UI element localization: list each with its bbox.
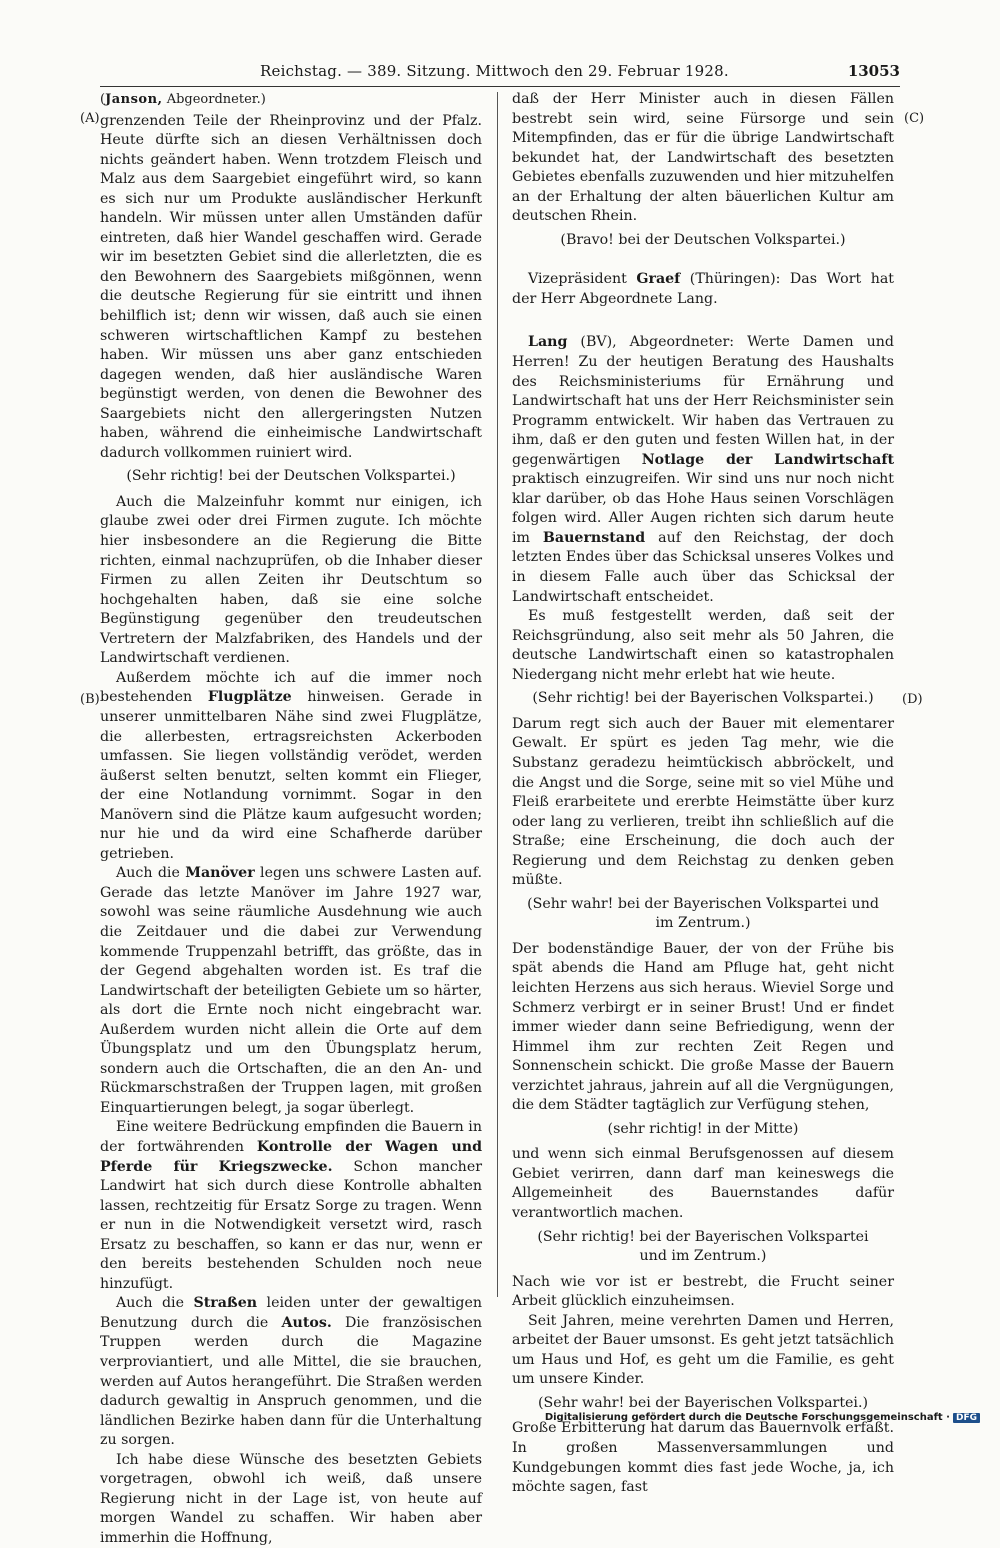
paragraph: daß der Herr Minister auch in diesen Fällen bestrebt sein wird, seine Fürsorge und sein Mitempfinden, das er für die übrige Landwirtschaft bekundet hat, der Landwirtschaft des besetzten Gebietes ebenfalls zuzuwenden und hier mitzuhelfen an der Erhaltung der alten bäuerlichen Kultur am deutschen Rhein. (512, 91, 894, 225)
dfg-logo-icon: DFG (953, 1413, 980, 1423)
margin-marker-c: (C) (904, 111, 925, 126)
paragraph: und wenn sich einmal Berufsgenossen auf diesem Gebiet verirren, dann darf man keineswegs die Allgemeinheit des Bauernstandes dafür verantwortlich machen. (512, 1146, 894, 1221)
header-title: Reichstag. — 389. Sitzung. Mittwoch den 29. Februar 1928. (260, 62, 729, 80)
interjection: (Sehr wahr! bei der Bayerischen Volkspartei.) (537, 1394, 869, 1411)
interjection: (Sehr richtig! bei der Bayerischen Volkspartei.) (532, 690, 874, 707)
speaker-lang-paragraph: Lang (BV), Abgeordneter: Werte Damen und Herren! Zu der heutigen Beratung des Haushalts des Reichsministeriums für Ernährung und Landwirtschaft hat uns der Herr Reichsminister sein Programm entwickelt. Wir haben das Vertrauen zu ihm, daß er den guten und festen Willen hat, in der gegenwärtigen Notlage der Landwirtschaft praktisch einzugreifen. Wir sind uns nur noch nicht klar darüber, ob das Hohe Haus seinen Vorschlägen folgen wird. Aller Augen richten sich darum heute im Bauernstand auf den Reichstag, der doch letzten Endes über das Schicksal unseres Volkes und in diesem Falle auch über das Schicksal der Landwirtschaft entscheidet. (512, 334, 895, 605)
paragraph: Auch die Straßen leiden unter der gewaltigen Benutzung durch die Autos. Die französischen Truppen werden durch die Magazine verproviantiert, und alle Mittel, die sie brauchen, werden auf Autos herangeführt. Die Straßen werden dadurch gewaltig in Anspruch genommen, und die ländlichen Bezirke haben dann für die Unterhaltung zu sorgen. (100, 1295, 482, 1449)
interjection: (Bravo! bei der Deutschen Volkspartei.) (560, 231, 846, 248)
margin-marker-d: (D) (902, 692, 923, 707)
interjection: (sehr richtig! in der Mitte) (607, 1120, 799, 1137)
interjection: (Sehr richtig! bei der Deutschen Volkspartei.) (126, 468, 456, 485)
paragraph: grenzenden Teile der Rheinprovinz und der Pfalz. Heute dürfte sich an diesen Verhältnissen doch nichts geändert haben. Wenn trotzdem Fleisch und Malz aus dem Saargebiet eingeführt wird, so kann es sich nur um Produkte ausländischer Herkunft handeln. Wir müssen unter allen Umständen dafür eintreten, daß hier Wandel geschaffen wird. Gerade wir im besetzten Gebiet sind die allerletzten, die es den Bewohnern des Saargebiets mißgönnen, wenn die deutsche Regierung für sie eintritt und ihnen behilflich ist; denn wir wissen, daß auch sie einen schweren wirtschaftlichen Kampf zu bestehen haben. Wir müssen uns aber ganz entschieden dagegen wenden, daß hier ausländische Waren begünstigt werden, von denen die Bewohner des Saargebiets nicht den allergeringsten Nutzen haben, während die einheimische Landwirtschaft dadurch vollkommen ruiniert wird. (100, 112, 482, 461)
speaker-name: Lang (528, 334, 568, 351)
paragraph: Auch die Manöver legen uns schwere Lasten auf. Gerade das letzte Manöver im Jahre 1927 war, sowohl was seine räumliche Ausdehnung wie auch die Zeitdauer und die dabei zur Verwendung kommende Truppenzahl betrifft, das größte, das in der Gegend abgehalten worden ist. Es traf die Landwirtschaft der beteiligten Gebiete um so härter, als dort die Ernte noch nicht eingebracht war. Außerdem wurden nicht allein die Orte auf dem Übungsplatz und um den Übungsplatz herum, sondern auch die Ortschaften, die an den An- und Rückmarschstraßen der Truppen lagen, mit großen Einquartierungen belegt, ja sogar überlegt. (100, 865, 482, 1116)
paragraph: Eine weitere Bedrückung empfinden die Bauern in der fortwährenden Kontrolle der Wagen und Pferde für Kriegszwecke. Schon mancher Landwirt hat sich durch diese Kontrolle abhalten lassen, rechtzeitig für Ersatz Sorge zu tragen. Wenn er nun in die Notwendigkeit versetzt wird, rasch Ersatz zu beschaffen, so kann er das nur, wenn er den bereits bestehenden Schulden noch neue hinzufügt. (100, 1119, 482, 1292)
paragraph: Es muß festgestellt werden, daß seit der Reichsgründung, also seit mehr als 50 Jahren, die deutsche Landwirtschaft einen so katastrophalen Niedergang nicht mehr erlebt hat wie heute. (512, 608, 894, 683)
right-column (512, 90, 894, 1498)
interjection: (Sehr richtig! bei der Bayerischen Volkspartei und im Zentrum.) (537, 1228, 869, 1265)
margin-marker-a: (A) (80, 111, 100, 126)
speaker-name: Janson, (105, 92, 163, 107)
paragraph: Der bodenständige Bauer, der von der Frühe bis spät abends die Hand am Pfluge hat, geht nicht leichten Herzens aus sich heraus. Wieviel Sorge und Schmerz verbirgt er in seiner Brust! Und er findet immer wieder dann seine Befriedigung, wenn der Himmel ihm zur rechten Zeit Regen und Sonnenschein schickt. Die große Masse der Bauern verzichtet jahraus, jahrein auf all die Vergnügungen, die dem Städter tagtäglich zur Verfügung stehen, (512, 940, 894, 1114)
margin-marker-b: (B) (80, 692, 100, 707)
interjection: (Sehr wahr! bei der Bayerischen Volkspartei und im Zentrum.) (527, 895, 879, 932)
paragraph: Auch die Malzeinfuhr kommt nur einigen, ich glaube zwei oder drei Firmen zugute. Ich möchte hier insbesondere an die Regierung die Bitte richten, einmal nachzuprüfen, ob die Inhaber dieser Firmen zu allen Zeiten ihr Deutschtum so hochgehalten haben, daß sie eine solche Begünstigung gegenüber den treudeutschen Vertretern der Malzfabriken, des Handels und der Landwirtschaft verdienen. (100, 493, 482, 667)
page-header (100, 62, 900, 84)
header-rule (100, 86, 900, 87)
vice-president-statement: Vizepräsident Graef (Thüringen): Das Wort hat der Herr Abgeordnete Lang. (512, 271, 894, 307)
paragraph: Seit Jahren, meine verehrten Damen und Herren, arbeitet der Bauer umsonst. Es geht jetzt tatsächlich um Haus und Hof, es geht um die Familie, es geht um unsere Kinder. (512, 1312, 894, 1388)
speaker-continuation: (Janson, Abgeordneter.) (100, 92, 266, 107)
paragraph: Darum regt sich auch der Bauer mit elementarer Gewalt. Er spürt es jeden Tag mehr, wie die Substanz geradezu heimtückisch abbröckelt, und die Angst und die Sorge, seine mit so viel Mühe und Fleiß erarbeitete und ererbte Heimstätte über kurz oder lang zu verlieren, treibt ihn schließlich auf die Straße; eine Erscheinung, die doch auch der Regierung und dem Reichstag zu denken geben müßte. (512, 715, 894, 889)
digitization-credit: Digitalisierung gefördert durch die Deutsche Forschungsgemeinschaft · DFG (545, 1412, 980, 1423)
page-number: 13053 (847, 62, 900, 80)
paragraph: Große Erbitterung hat darum das Bauernvolk erfaßt. In großen Massenversammlungen und Kundgebungen kommt dies fast jede Woche, ja, ich möchte sagen, fast (512, 1420, 894, 1496)
paragraph: Außerdem möchte ich auf die immer noch bestehenden Flugplätze hinweisen. Gerade in unserer unmittelbaren Nähe sind zwei Flugplätze, die allerbesten, ertragsreichsten Ackerboden umfassen. Sie liegen vollständig verödet, werden äußerst selten benutzt, selten kommt ein Flieger, der eine Notlandung vornimmt. Sogar in den Manövern sind die Plätze kaum aufgesucht worden; nur hie und da wird eine Schafherde darüber getrieben. (100, 669, 482, 862)
paragraph: Nach wie vor ist er bestrebt, die Frucht seiner Arbeit glücklich einzuheimsen. (512, 1273, 894, 1310)
left-column (100, 90, 482, 1548)
column-divider (497, 92, 498, 1297)
paragraph: Ich habe diese Wünsche des besetzten Gebiets vorgetragen, obwohl ich weiß, daß unsere Regierung nicht in der Lage ist, von heute auf morgen Wandel zu schaffen. Wir haben aber immerhin die Hoffnung, (100, 1451, 482, 1546)
